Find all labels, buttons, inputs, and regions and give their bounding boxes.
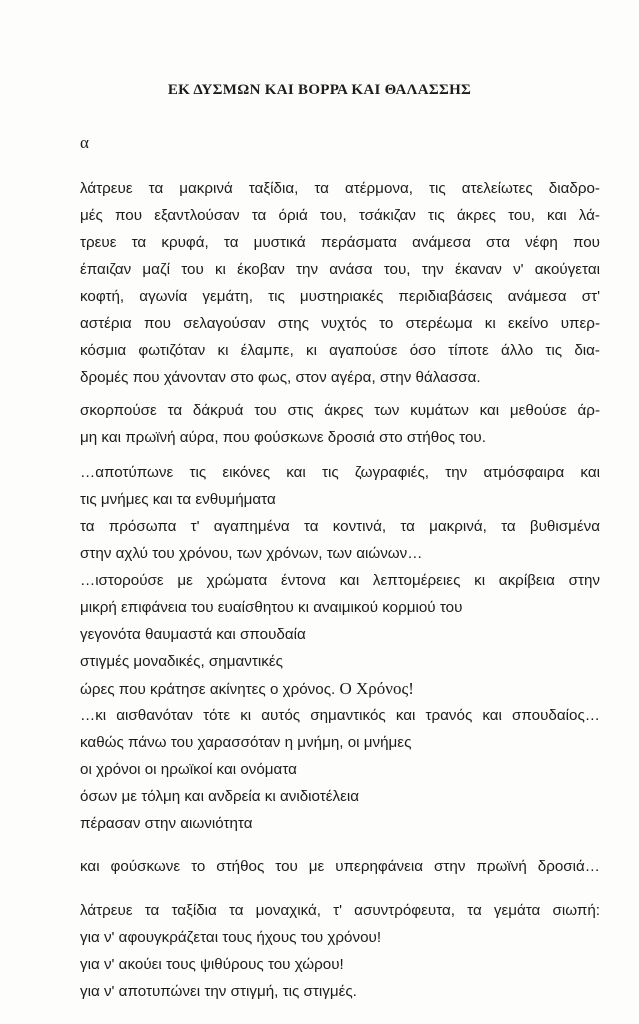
text-line: σκορπούσε τα δάκρυά του στις άκρες των κυμάτων και μεθούσε άρ-	[80, 402, 600, 419]
text-line: για ν' αποτυπώνει την στιγμή, τις στιγμές.	[80, 983, 357, 1000]
text-line: μικρή επιφάνεια του ευαίσθητου κι αναιμικού κορμιού του	[80, 599, 463, 616]
text-line-part: ώρες που κράτησε ακίνητες ο χρόνος.	[80, 681, 336, 698]
text-line: πέρασαν στην αιωνιότητα	[80, 815, 253, 832]
text-line: λάτρευε τα ταξίδια τα μοναχικά, τ' ασυντρόφευτα, τα γεμάτα σιωπή:	[80, 902, 600, 919]
text-line: για ν' αφουγκράζεται τους ήχους του χρόνου!	[80, 929, 382, 946]
text-line-with-accent	[80, 678, 600, 701]
text-line: …κι αισθανόταν τότε κι αυτός σημαντικός και τρανός και σπουδαίος…	[80, 707, 600, 724]
text-line: καθώς πάνω του χαρασσόταν η μνήμη, οι μνήμες	[80, 734, 412, 751]
accent-text: Ο Χρόνος!	[339, 679, 414, 698]
section-letter: α	[80, 133, 89, 152]
text-line: και φούσκωνε το στήθος του με υπερηφάνεια στην πρωϊνή δροσιά…	[80, 858, 600, 875]
text-line: λάτρευε τα μακρινά ταξίδια, τα ατέρμονα, τις ατελείωτες διαδρο-	[80, 180, 600, 197]
text-line: τρευε τα κρυφά, τα μυστικά περάσματα ανάμεσα στα νέφη που	[80, 234, 600, 251]
page-title: ΕΚ ΔΥΣΜΩΝ ΚΑΙ ΒΟΡΡΑ ΚΑΙ ΘΑΛΑΣΣΗΣ	[167, 82, 472, 98]
text-line: κοφτή, αγωνία γεμάτη, τις μυστηριακές περιδιαβάσεις ανάμεσα στ'	[80, 288, 600, 305]
text-line: όσων με τόλμη και ανδρεία κι ανιδιοτέλεια	[80, 788, 360, 805]
text-line: δρομές που χάνονταν στο φως, στον αγέρα, στην θάλασσα.	[80, 369, 481, 386]
text-line: …ιστορούσε με χρώματα έντονα και λεπτομέρειες κι ακρίβεια στην	[80, 572, 600, 589]
text-line: οι χρόνοι οι ηρωϊκοί και ονόματα	[80, 761, 297, 778]
text-line: …αποτύπωνε τις εικόνες και τις ζωγραφιές, την ατμόσφαιρα και	[80, 464, 600, 481]
text-line: τις μνήμες και τα ενθυμήματα	[80, 491, 276, 508]
text-line: έπαιζαν μαζί του κι έκοβαν την ανάσα του, την έκαναν ν' ακούγεται	[80, 261, 600, 278]
text-line: κόσμια φωτιζόταν κι έλαμπε, κι αγαπούσε όσο τίποτε άλλο τις δια-	[80, 342, 600, 359]
text-line: γεγονότα θαυμαστά και σπουδαία	[80, 626, 306, 643]
text-line: μές που εξαντλούσαν τα όριά του, τσάκιζαν τις άκρες του, και λά-	[80, 207, 600, 224]
text-line: αστέρια που σελαγούσαν στης νυχτός το στερέωμα κι εκείνο υπερ-	[80, 315, 600, 332]
text-line: τα πρόσωπα τ' αγαπημένα τα κοντινά, τα μακρινά, τα βυθισμένα	[80, 518, 600, 535]
text-line: για ν' ακούει τους ψιθύρους του χώρου!	[80, 956, 344, 973]
text-line: μη και πρωϊνή αύρα, που φούσκωνε δροσιά στο στήθος του.	[80, 429, 486, 446]
text-line: στην αχλύ του χρόνου, των χρόνων, των αιώνων…	[80, 545, 423, 562]
text-line: στιγμές μοναδικές, σημαντικές	[80, 653, 283, 670]
